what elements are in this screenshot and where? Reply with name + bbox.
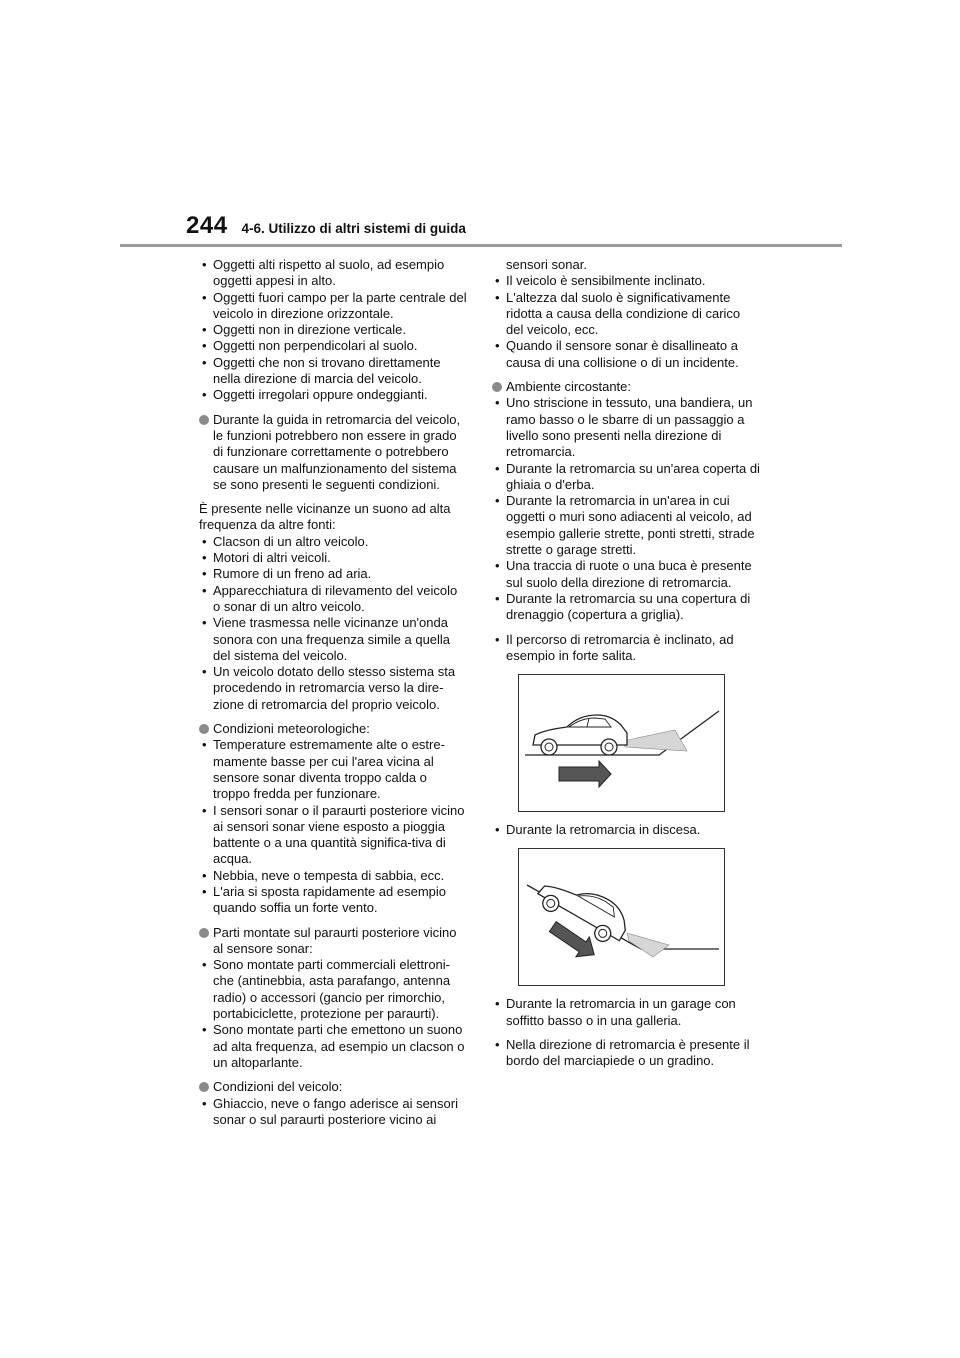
list-item: • Oggetti non in direzione verticale. [199, 322, 467, 338]
list-item: • Uno striscione in tessuto, una bandiera, un ramo basso o le sbarre di un passaggio a livello sono presenti nella direzione di retromarcia. [492, 395, 760, 460]
bullet: • [495, 460, 500, 476]
bullet: • [202, 802, 207, 818]
right-column [492, 257, 760, 1070]
list-item: • Apparecchiatura di rilevamento del veicolo o sonar di un altro veicolo. [199, 583, 467, 616]
bullet: • [202, 737, 207, 753]
bullet: • [202, 338, 207, 354]
bullet: • [202, 354, 207, 370]
list-item: • Il veicolo è sensibilmente inclinato. [492, 273, 760, 289]
bullet: • [202, 387, 207, 403]
bullet: • [495, 822, 500, 838]
bullet: • [495, 338, 500, 354]
page-number: 244 [186, 212, 228, 239]
list-item: • Durante la retromarcia in discesa. [492, 822, 760, 838]
vehicle-continued [492, 257, 760, 371]
hf-intro: È presente nelle vicinanze un suono ad alta frequenza da altre fonti: [199, 501, 451, 533]
list-item: • Durante la retromarcia su una copertura di drenaggio (copertura a griglia). [492, 591, 760, 624]
weather-section [199, 721, 467, 917]
bullet: • [202, 289, 207, 305]
bullet: • [495, 493, 500, 509]
list-item: • Rumore di un freno ad aria. [199, 566, 467, 582]
left-column [199, 257, 467, 1128]
objects-list [199, 257, 467, 404]
list-item: • Oggetti irregolari oppure ondeggianti. [199, 387, 467, 403]
header-divider [120, 244, 842, 247]
list-item: • Ghiaccio, neve o fango aderisce ai sensori sonar o sul paraurti posteriore vicino ai [199, 1096, 467, 1129]
garage-item-block [492, 996, 760, 1029]
list-item: • Oggetti che non si trovano direttamente nella direzione di marcia del veicolo. [199, 355, 467, 388]
list-item: • Durante la retromarcia in un garage con soffitto basso o in una galleria. [492, 996, 760, 1029]
environment-section [492, 379, 760, 623]
bullet: • [495, 273, 500, 289]
bullet: • [495, 558, 500, 574]
bullet: • [495, 996, 500, 1012]
list-item: • Oggetti alti rispetto al suolo, ad esempio oggetti appesi in alto. [199, 257, 467, 290]
list-item: • Viene trasmessa nelle vicinanze un'onda sonora con una frequenza simile a quella del sistema del veicolo. [199, 615, 467, 664]
bullet: • [495, 590, 500, 606]
bullet: • [202, 664, 207, 680]
list-item: • Motori di altri veicoli. [199, 550, 467, 566]
bullet: • [202, 582, 207, 598]
list-item: • Il percorso di retromarcia è inclinato, ad esempio in forte salita. [492, 632, 760, 665]
downhill-reversing-illustration [518, 848, 725, 986]
bullet: • [202, 867, 207, 883]
bullet: • [202, 883, 207, 899]
bullet: • [495, 395, 500, 411]
list-item: • Temperature estremamente alte o estre-mamente basse per cui l'area vicina al sensore sonar diventa troppo calda o troppo fredda per funzionare. [199, 737, 467, 802]
list-item: • Un veicolo dotato dello stesso sistema sta procedendo in retromarcia verso la dire-zione di retromarcia del proprio veicolo. [199, 664, 467, 713]
bullet: • [202, 957, 207, 973]
list-item: • Clacson di un altro veicolo. [199, 534, 467, 550]
bullet: • [202, 615, 207, 631]
list-item: • Durante la retromarcia su un'area coperta di ghiaia o d'erba. [492, 461, 760, 494]
list-item: • L'aria si sposta rapidamente ad esempio quando soffia un forte vento. [199, 884, 467, 917]
bullet: • [495, 289, 500, 305]
circle-bullet-icon [199, 721, 213, 737]
continuation-text: sensori sonar. [506, 257, 587, 272]
list-item: • Nebbia, neve o tempesta di sabbia, ecc. [199, 868, 467, 884]
list-item: • Durante la retromarcia in un'area in cui oggetti o muri sono adiacenti al veicolo, ad esempio gallerie strette, ponti stretti, strade strette o garage stretti. [492, 493, 760, 558]
list-item: • Nella direzione di retromarcia è presente il bordo del marciapiede o un gradino. [492, 1037, 760, 1070]
bullet: • [202, 322, 207, 338]
bullet: • [202, 1022, 207, 1038]
list-item: • Sono montate parti commerciali elettroni-che (antinebbia, asta parafango, antenna radio) o accessori (gancio per rimorchio, portabiciclette, protezione per paraurti). [199, 957, 467, 1022]
reverse-condition-heading: Durante la guida in retromarcia del veicolo, le funzioni potrebbero non essere in grado di funzionare correttamente o potrebbero causare un malfunzionamento del sistema se sono presenti le seguenti condizioni. [199, 412, 467, 493]
parts-section [199, 925, 467, 1072]
list-item: • I sensori sonar o il paraurti posteriore vicino ai sensori sonar viene esposto a pioggia battente o a una quantità significa-tiva di acqua. [199, 803, 467, 868]
bullet: • [202, 533, 207, 549]
circle-bullet-icon [199, 412, 213, 493]
vehicle-section [199, 1079, 467, 1128]
parts-heading: Parti montate sul paraurti posteriore vicino al sensore sonar: [213, 924, 457, 956]
weather-heading: Condizioni meteorologiche: [213, 721, 370, 737]
high-frequency-section [199, 501, 467, 713]
bullet: • [202, 1095, 207, 1111]
bullet: • [202, 566, 207, 582]
bullet: • [495, 631, 500, 647]
circle-bullet-icon [199, 1079, 213, 1095]
list-item: • Oggetti non perpendicolari al suolo. [199, 338, 467, 354]
section-title: 4-6. Utilizzo di altri sistemi di guida [241, 221, 466, 236]
circle-bullet-icon [492, 379, 506, 395]
list-item: • Oggetti fuori campo per la parte centrale del veicolo in direzione orizzontale. [199, 290, 467, 323]
environment-heading: Ambiente circostante: [506, 379, 632, 395]
bullet: • [495, 1037, 500, 1053]
uphill-reversing-illustration [518, 674, 725, 812]
circle-bullet-icon [199, 925, 213, 958]
bullet: • [202, 257, 207, 272]
list-item: • Una traccia di ruote o una buca è presente sul suolo della direzione di retromarcia. [492, 558, 760, 591]
bullet: • [202, 550, 207, 566]
page-header [186, 212, 466, 240]
vehicle-heading: Condizioni del veicolo: [213, 1079, 343, 1095]
list-item: • Sono montate parti che emettono un suono ad alta frequenza, ad esempio un clacson o un altoparlante. [199, 1022, 467, 1071]
list-item: • L'altezza dal suolo è significativamente ridotta a causa della condizione di carico del veicolo, ecc. [492, 290, 760, 339]
list-item: • Quando il sensore sonar è disallineato a causa di una collisione o di un incidente. [492, 338, 760, 371]
